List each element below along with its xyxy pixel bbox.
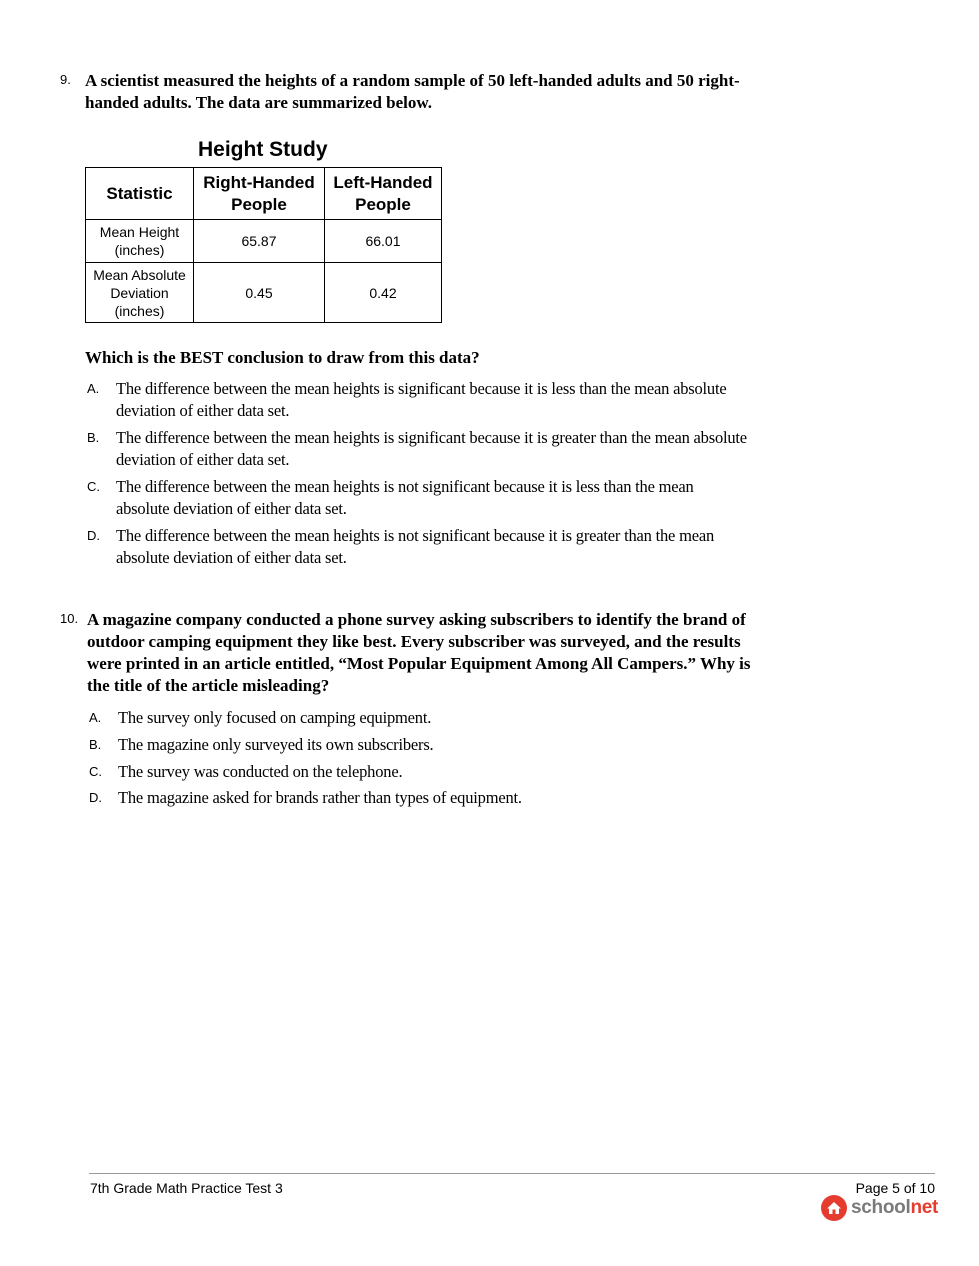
header-right-handed bbox=[194, 168, 325, 220]
header-right-line-2: People bbox=[231, 194, 287, 214]
question-10-stem-line-1: A magazine company conducted a phone survey asking subscribers to identify the brand of bbox=[87, 610, 746, 629]
footer-divider bbox=[89, 1173, 935, 1174]
option-letter-c[interactable]: C. bbox=[87, 479, 100, 494]
header-statistic: Statistic bbox=[86, 168, 194, 220]
question-9-number: 9. bbox=[60, 72, 71, 87]
header-left-line-1: Left-Handed bbox=[333, 172, 433, 192]
row-label-mean-height bbox=[86, 220, 194, 263]
question-10-stem bbox=[87, 609, 751, 697]
q9-option-c[interactable] bbox=[116, 476, 694, 520]
cell-right-mean-height: 65.87 bbox=[194, 220, 325, 263]
house-icon bbox=[820, 1194, 848, 1222]
table-row bbox=[86, 220, 442, 263]
option-line-1: The difference between the mean heights is significant because it is less than the mean absolute bbox=[116, 379, 727, 398]
option-line-2: deviation of either data set. bbox=[116, 450, 290, 469]
cell-left-mean-height: 66.01 bbox=[325, 220, 442, 263]
question-9-stem bbox=[85, 70, 740, 114]
q9-option-d[interactable] bbox=[116, 525, 714, 569]
q10-option-c[interactable]: The survey was conducted on the telephone. bbox=[118, 762, 403, 781]
footer-page-number: Page 5 of 10 bbox=[855, 1180, 935, 1196]
table-title: Height Study bbox=[198, 138, 328, 161]
logo-text-school: school bbox=[851, 1197, 911, 1218]
q9-option-a[interactable] bbox=[116, 378, 727, 422]
question-9-stem-line-2: handed adults. The data are summarized below. bbox=[85, 93, 432, 112]
header-right-line-1: Right-Handed bbox=[203, 172, 315, 192]
option-line-1: The difference between the mean heights is significant because it is greater than the mean absolute bbox=[116, 428, 747, 447]
logo-wordmark bbox=[851, 1197, 938, 1219]
header-left-line-2: People bbox=[355, 194, 411, 214]
option-line-1: The difference between the mean heights is not significant because it is greater than the mean bbox=[116, 526, 715, 545]
table-header-row bbox=[86, 168, 442, 220]
q10-option-d[interactable]: The magazine asked for brands rather than types of equipment. bbox=[118, 788, 522, 807]
row-label-line-2: Deviation bbox=[110, 284, 169, 301]
question-9-stem-line-1: A scientist measured the heights of a random sample of 50 left-handed adults and 50 right- bbox=[85, 71, 740, 90]
q9-option-b[interactable] bbox=[116, 427, 747, 471]
table-row bbox=[86, 263, 442, 323]
option-letter-b[interactable]: B. bbox=[89, 737, 102, 752]
row-label-line-1: Mean Absolute bbox=[93, 266, 186, 283]
option-letter-b[interactable]: B. bbox=[87, 430, 100, 445]
logo-text-net: net bbox=[910, 1197, 939, 1218]
header-left-handed bbox=[325, 168, 442, 220]
option-letter-a[interactable]: A. bbox=[87, 381, 100, 396]
question-10-stem-line-4: the title of the article misleading? bbox=[87, 676, 330, 695]
cell-right-mad: 0.45 bbox=[194, 263, 325, 323]
question-10-number: 10. bbox=[60, 611, 79, 626]
option-line-2: deviation of either data set. bbox=[116, 401, 290, 420]
cell-left-mad: 0.42 bbox=[325, 263, 442, 323]
question-10-stem-line-3: were printed in an article entitled, “Most Popular Equipment Among All Campers.” Why is bbox=[87, 654, 751, 673]
row-label-mad bbox=[86, 263, 194, 323]
q10-option-b[interactable]: The magazine only surveyed its own subscribers. bbox=[118, 735, 434, 754]
option-line-2: absolute deviation of either data set. bbox=[116, 499, 347, 518]
option-letter-a[interactable]: A. bbox=[89, 710, 102, 725]
row-label-line-1: Mean Height bbox=[99, 224, 180, 240]
schoolnet-logo bbox=[820, 1194, 938, 1222]
row-label-line-2: (inches) bbox=[114, 242, 165, 258]
question-10-stem-line-2: outdoor camping equipment they like best. Every subscriber was surveyed, and the results bbox=[87, 632, 741, 651]
option-line-1: The difference between the mean heights is not significant because it is less than the mean bbox=[116, 477, 694, 496]
option-line-2: absolute deviation of either data set. bbox=[116, 548, 347, 567]
q10-option-a[interactable]: The survey only focused on camping equipment. bbox=[118, 708, 432, 727]
option-letter-d[interactable]: D. bbox=[89, 790, 102, 805]
footer-test-title: 7th Grade Math Practice Test 3 bbox=[90, 1180, 283, 1196]
question-9-prompt: Which is the BEST conclusion to draw from this data? bbox=[85, 348, 480, 367]
option-letter-c[interactable]: C. bbox=[89, 764, 102, 779]
option-letter-d[interactable]: D. bbox=[87, 528, 100, 543]
row-label-line-3: (inches) bbox=[114, 302, 165, 319]
height-study-table bbox=[85, 167, 442, 323]
